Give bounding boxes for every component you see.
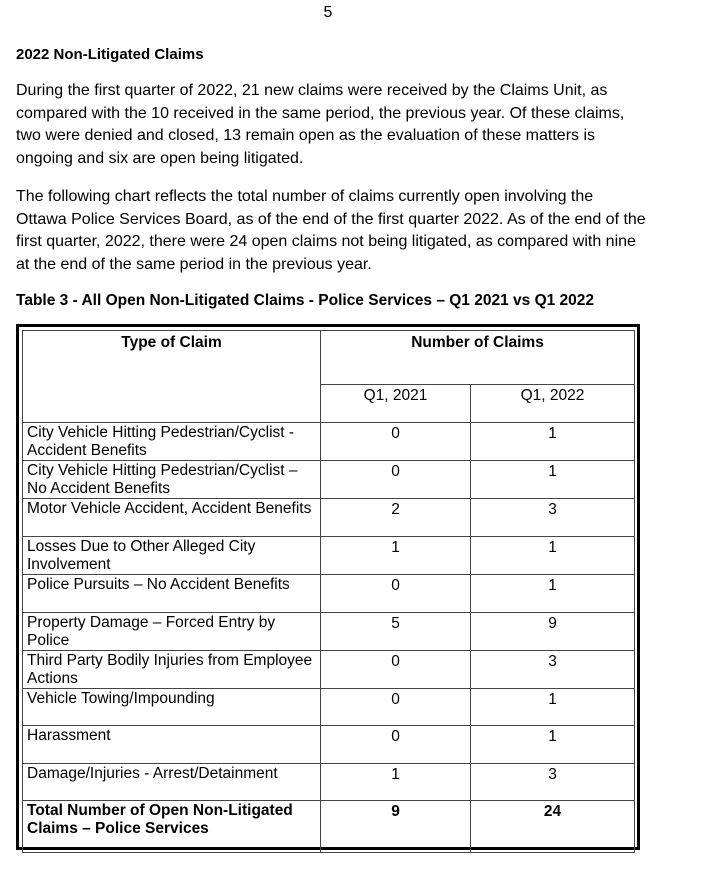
claim-type: City Vehicle Hitting Pedestrian/Cyclist – No Accident Benefits xyxy=(23,461,321,499)
count-q1-2022: 3 xyxy=(471,651,635,689)
claim-type: Police Pursuits – No Accident Benefits xyxy=(23,575,321,613)
claims-table xyxy=(16,324,640,850)
claim-type: Property Damage – Forced Entry by Police xyxy=(23,613,321,651)
paragraph-new-claims: During the first quarter of 2022, 21 new claims were received by the Claims Unit, as compared with the 10 received in the same period, the previous year. Of these claims, two were denied and closed, 13 remain open as the evaluation of these matters is ongoing and six are open being litigated. xyxy=(16,82,625,167)
count-q1-2022: 1 xyxy=(471,575,635,613)
table-caption: Table 3 - All Open Non-Litigated Claims - Police Services – Q1 2021 vs Q1 2022 xyxy=(16,292,595,309)
table-row xyxy=(23,613,635,651)
count-q1-2022: 1 xyxy=(471,537,635,575)
count-q1-2022: 1 xyxy=(471,461,635,499)
header-q1-2022: Q1, 2022 xyxy=(471,385,635,423)
count-q1-2022: 1 xyxy=(471,726,635,764)
count-q1-2021: 0 xyxy=(321,689,471,726)
header-type-of-claim: Type of Claim xyxy=(23,331,321,423)
count-q1-2022: 1 xyxy=(471,689,635,726)
count-q1-2022: 3 xyxy=(471,499,635,537)
count-q1-2022: 3 xyxy=(471,764,635,801)
total-row xyxy=(23,801,635,853)
header-q1-2021: Q1, 2021 xyxy=(321,385,471,423)
claim-type: Damage/Injuries - Arrest/Detainment xyxy=(23,764,321,801)
count-q1-2022: 1 xyxy=(471,423,635,461)
count-q1-2021: 0 xyxy=(321,651,471,689)
count-q1-2021: 1 xyxy=(321,537,471,575)
count-q1-2021: 5 xyxy=(321,613,471,651)
page-number: 5 xyxy=(323,4,333,21)
table-row xyxy=(23,651,635,689)
count-q1-2021: 2 xyxy=(321,499,471,537)
claim-type: Harassment xyxy=(23,726,321,764)
claim-type: Third Party Bodily Injuries from Employee Actions xyxy=(23,651,321,689)
table-row xyxy=(23,499,635,537)
table-row xyxy=(23,689,635,726)
count-q1-2021: 0 xyxy=(321,575,471,613)
table-row xyxy=(23,726,635,764)
table-row xyxy=(23,764,635,801)
claim-type: City Vehicle Hitting Pedestrian/Cyclist - Accident Benefits xyxy=(23,423,321,461)
header-number-of-claims: Number of Claims xyxy=(321,331,635,385)
count-q1-2021: 0 xyxy=(321,726,471,764)
paragraph-open-claims: The following chart reflects the total number of claims currently open involving the Ottawa Police Services Board, as of the end of the first quarter 2022. As of the end of the first quarter, 2022, there were 24 open claims not being litigated, as compared with nine at the end of the same period in the previous year. xyxy=(16,188,646,273)
claim-type: Vehicle Towing/Impounding xyxy=(23,689,321,726)
table-row xyxy=(23,423,635,461)
total-q1-2022: 24 xyxy=(471,801,635,853)
count-q1-2021: 1 xyxy=(321,764,471,801)
table-row xyxy=(23,461,635,499)
section-heading: 2022 Non-Litigated Claims xyxy=(16,46,204,63)
table-row xyxy=(23,537,635,575)
claim-type: Losses Due to Other Alleged City Involvement xyxy=(23,537,321,575)
count-q1-2022: 9 xyxy=(471,613,635,651)
table-row xyxy=(23,575,635,613)
claim-type: Motor Vehicle Accident, Accident Benefits xyxy=(23,499,321,537)
count-q1-2021: 0 xyxy=(321,461,471,499)
total-label: Total Number of Open Non-Litigated Claims – Police Services xyxy=(23,801,321,853)
count-q1-2021: 0 xyxy=(321,423,471,461)
total-q1-2021: 9 xyxy=(321,801,471,853)
